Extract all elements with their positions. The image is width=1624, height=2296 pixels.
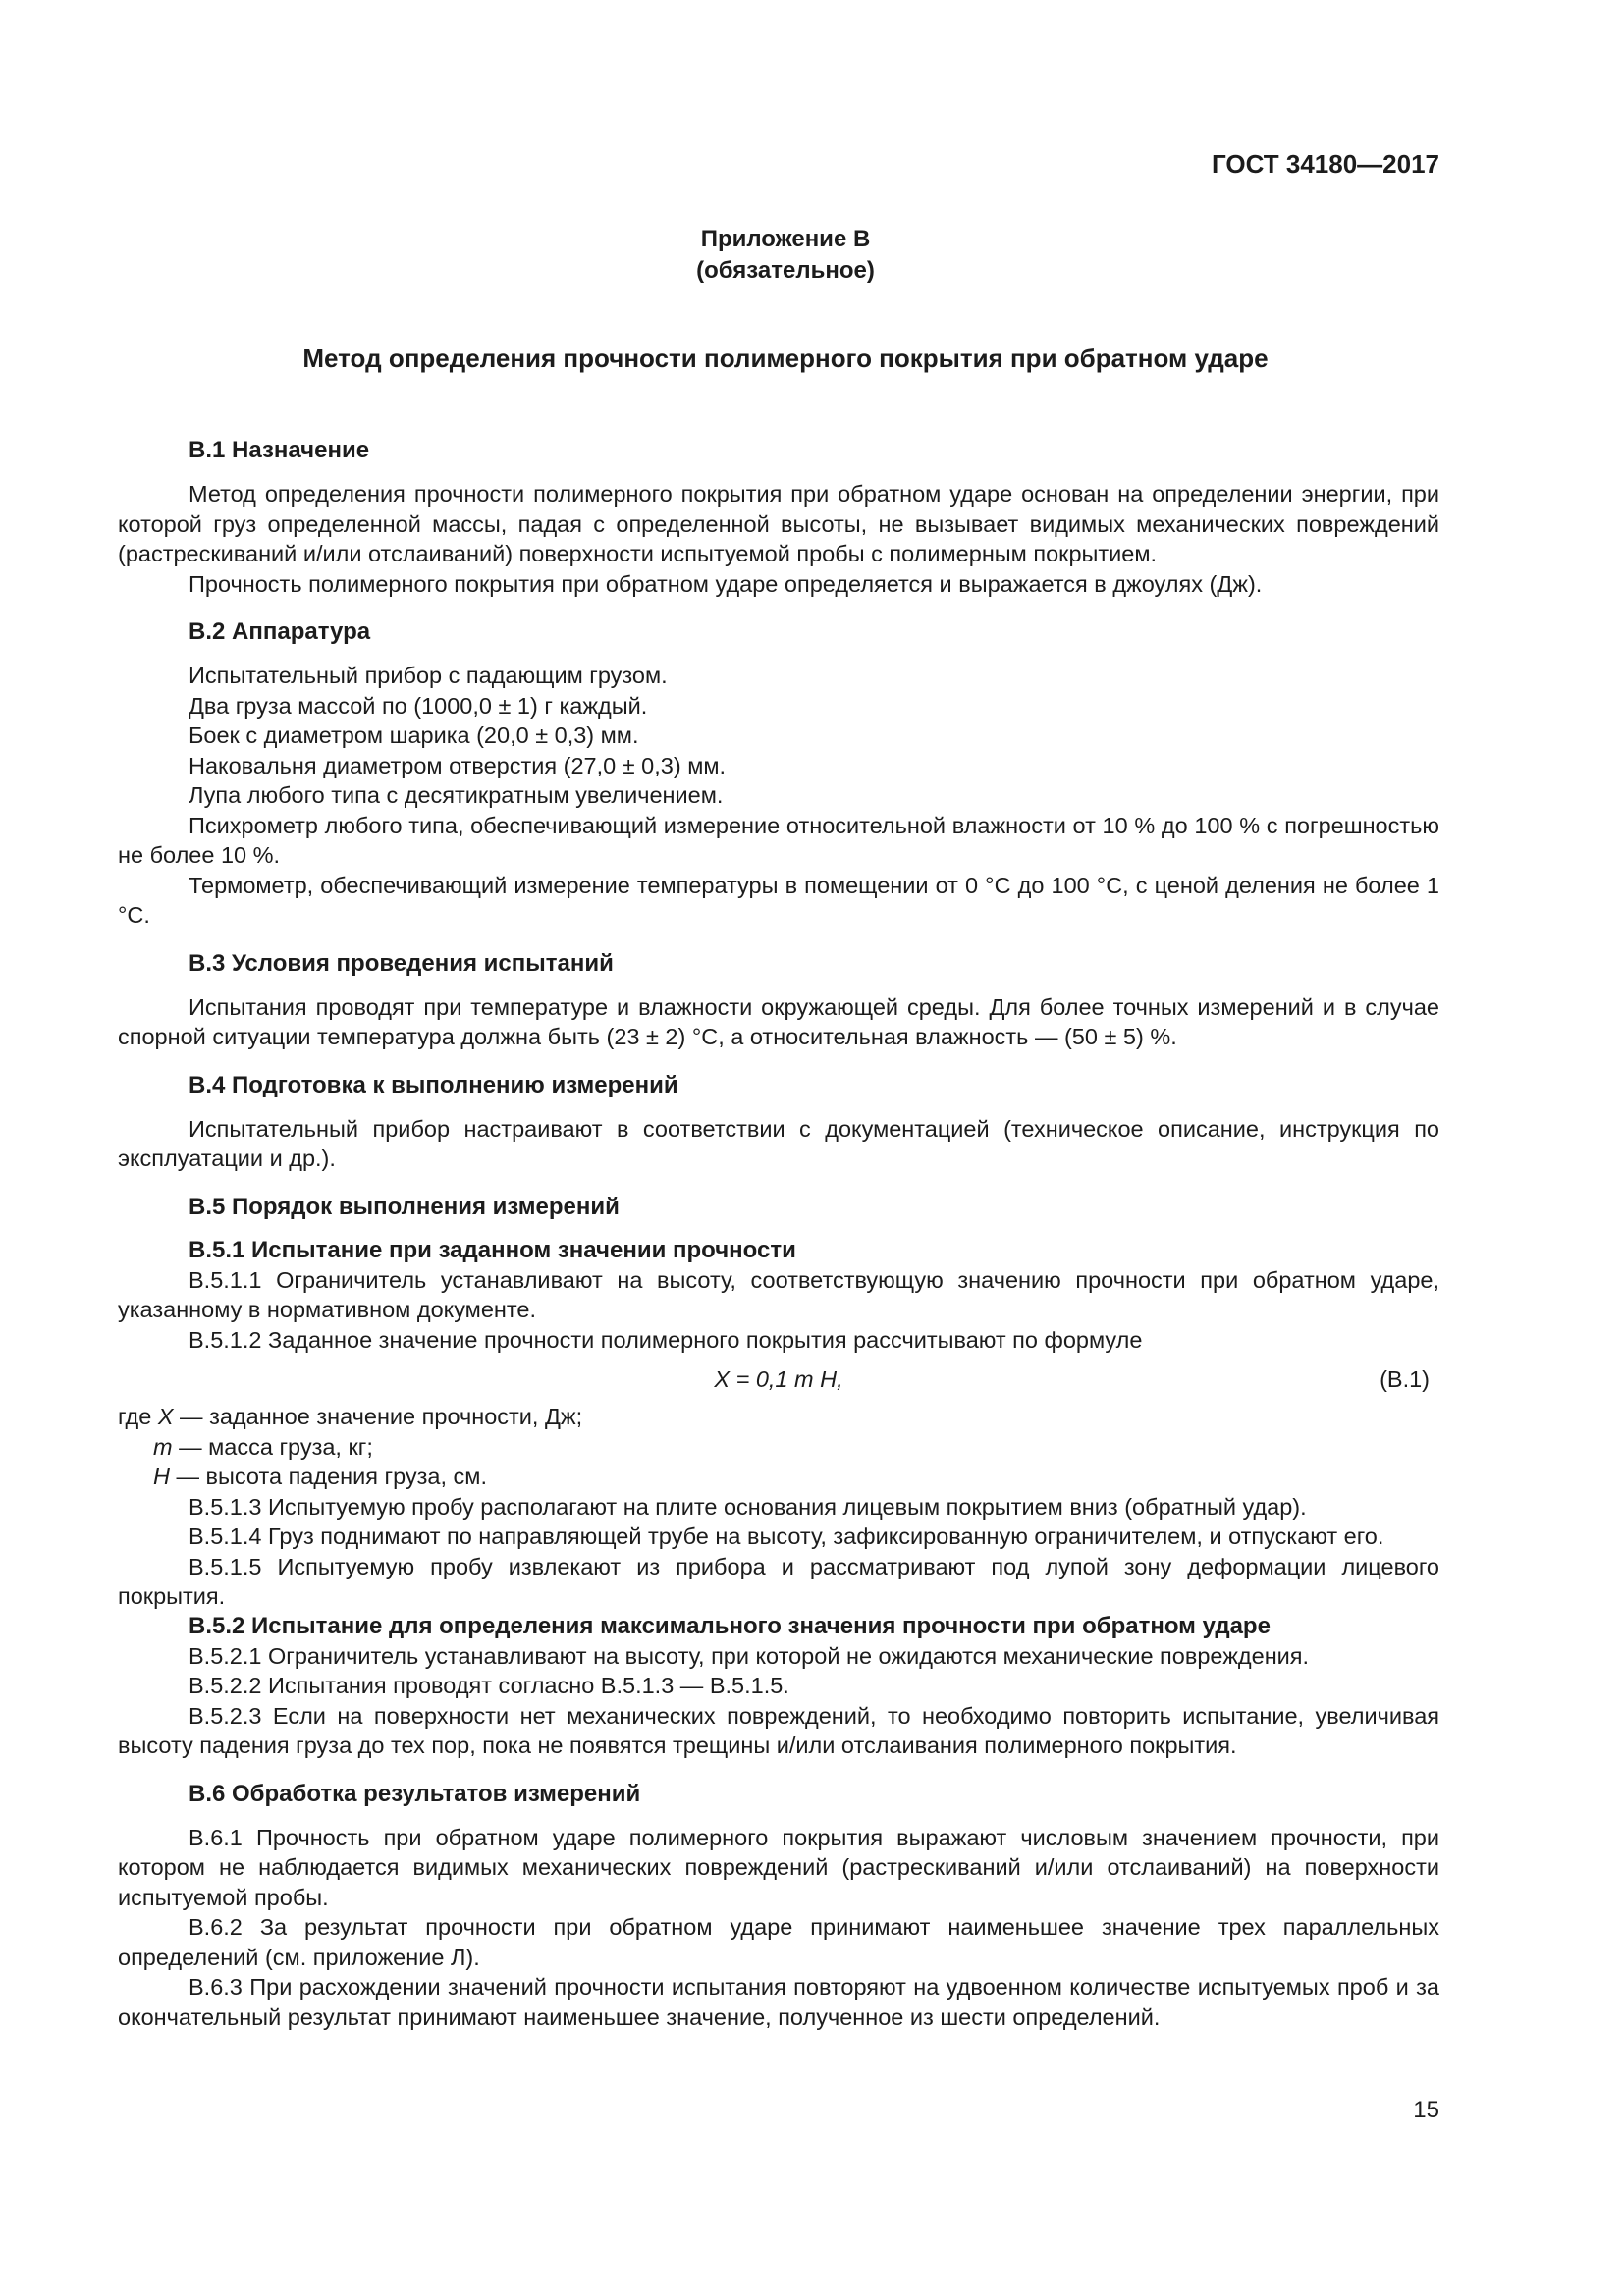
legend-prefix: где [118,1404,158,1429]
subsection-heading-b51: В.5.1 Испытание при заданном значении прочности [189,1236,796,1263]
paragraph: В.5.1.4 Груз поднимают по направляющей трубе на высоту, зафиксированную ограничителем, и отпускают его. [189,1523,1384,1549]
document-title: Метод определения прочности полимерного покрытия при обратном ударе [302,344,1269,373]
document-body [118,436,1439,2032]
list-item: Два груза массой по (1000,0 ± 1) г каждый. [189,692,648,719]
legend-symbol: X [157,1404,174,1429]
legend-text: — масса груза, кг; [172,1433,373,1460]
section-heading-b3: В.3 Условия проведения испытаний [189,949,614,977]
legend-text: — высота падения груза, см. [169,1464,487,1489]
paragraph: В.6.1 Прочность при обратном ударе полимерного покрытия выражают числовым значением прочности, при котором не наблюдается видимых механических повреждений (растрескиваний и/или отслаиваний) на поверхности испытуемой пробы. [118,1824,1439,1910]
standard-code: ГОСТ 34180—2017 [1212,149,1439,179]
list-item: Наковальня диаметром отверстия (27,0 ± 0,3) мм. [189,752,727,778]
appendix-heading [0,224,1571,287]
paragraph: В.5.1.2 Заданное значение прочности полимерного покрытия рассчитывают по формуле [189,1326,1143,1353]
list-item: Термометр, обеспечивающий измерение температуры в помещении от 0 °С до 100 °С, с ценой деления не более 1 °С. [118,872,1439,928]
formula-legend-h [118,1462,1439,1492]
paragraph: В.5.2.2 Испытания проводят согласно В.5.1.3 — В.5.1.5. [189,1673,789,1698]
page-number: 15 [1413,2097,1439,2123]
section-heading-b2: В.2 Аппаратура [189,618,371,645]
list-item: Психрометр любого типа, обеспечивающий измерение относительной влажности от 10 % до 100 % с погрешностью не более 10 %. [118,812,1439,868]
paragraph: Прочность полимерного покрытия при обратном ударе определяется и выражается в джоулях (Дж). [189,570,1263,597]
list-item: Испытательный прибор с падающим грузом. [189,663,668,688]
paragraph: В.5.1.3 Испытуемую пробу располагают на плите основания лицевым покрытием вниз (обратный удар). [189,1493,1307,1520]
section-heading-b5: В.5 Порядок выполнения измерений [189,1193,620,1220]
paragraph: Испытания проводят при температуре и влажности окружающей среды. Для более точных измерений и в случае спорной ситуации температура должна быть (23 ± 2) °С, а относительная влажность — (50 ± 5) %. [118,993,1439,1049]
formula-legend-x [118,1402,1439,1432]
paragraph: В.5.1.5 Испытуемую пробу извлекают из прибора и рассматривают под лупой зону деформации лицевого покрытия. [118,1553,1439,1609]
list-item: Лупа любого типа с десятикратным увеличением. [189,782,724,808]
list-item: Боек с диаметром шарика (20,0 ± 0,3) мм. [189,722,639,748]
paragraph: В.5.2.3 Если на поверхности нет механических повреждений, то необходимо повторить испытание, увеличивая высоту падения груза до тех пор, пока не появятся трещины и/или отслаивания полимерного покрытия. [118,1702,1439,1758]
formula-number: (В.1) [1380,1366,1430,1392]
appendix-title: Приложение В [700,226,871,252]
section-heading-b6: В.6 Обработка результатов измерений [189,1780,641,1807]
formula-expression: X = 0,1 m H, [714,1366,843,1392]
paragraph: В.5.1.1 Ограничитель устанавливают на высоту, соответствующую значению прочности при обратном ударе, указанному в нормативном документе. [118,1266,1439,1322]
legend-text: — заданное значение прочности, Дж; [173,1404,583,1429]
formula-b1 [118,1361,1439,1402]
paragraph: Метод определения прочности полимерного покрытия при обратном ударе основан на определении энергии, при которой груз определенной массы, падая с определенной высоты, не вызывает видимых механических повреждений (растрескиваний и/или отслаиваний) поверхности испытуемой пробы с полимерным покрытием. [118,481,1439,566]
legend-symbol: m [153,1433,173,1460]
paragraph: В.5.2.1 Ограничитель устанавливают на высоту, при которой не ожидаются механические повреждения. [189,1642,1310,1669]
formula-legend-m [118,1432,1439,1463]
section-heading-b1: В.1 Назначение [189,437,370,463]
paragraph: В.6.2 За результат прочности при обратном ударе принимают наименьшее значение трех параллельных определений (см. приложение Л). [118,1914,1439,1970]
legend-symbol: H [153,1464,170,1489]
paragraph: В.6.3 При расхождении значений прочности испытания повторяют на удвоенном количестве испытуемых проб и за окончательный результат принимают наименьшее значение, полученное из шести определений. [118,1974,1439,2030]
appendix-status: (обязательное) [696,257,875,284]
section-heading-b4: В.4 Подготовка к выполнению измерений [189,1071,678,1098]
paragraph: Испытательный прибор настраивают в соответствии с документацией (техническое описание, инструкция по эксплуатации и др.). [118,1115,1439,1171]
subsection-heading-b52: В.5.2 Испытание для определения максимального значения прочности при обратном ударе [189,1612,1271,1639]
